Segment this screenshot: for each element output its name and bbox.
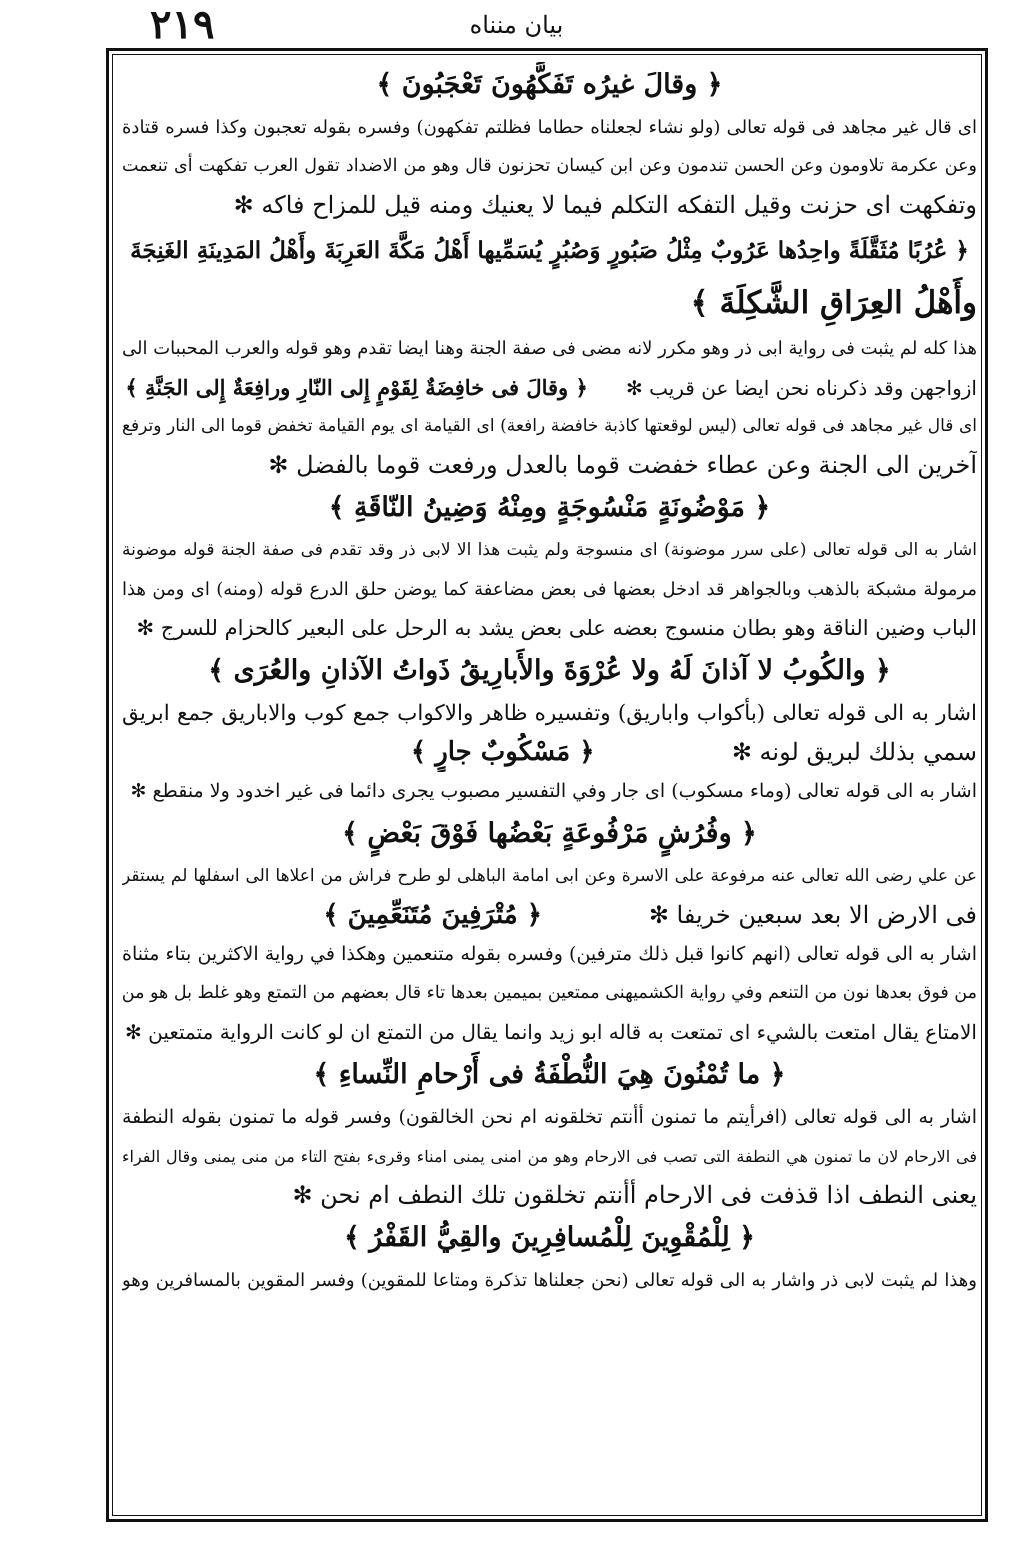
inline-section-heading: ﴿ مَسْكُوبٌ جارٍ ﴾ [410,737,595,767]
section-heading: ﴿ وقالَ غيرُه تَفَكَّهُونَ تَعْجَبُونَ ﴾ [376,69,723,100]
inline-section-heading: ﴿ وقالَ فى خافِضَةٌ لِقَوْمٍ إِلى النّارِ ورافِعَةٌ إِلى الجَنَّةِ ﴾ [125,375,588,400]
text-line: فى الارض الا بعد سبعين خريفا ✻ [648,901,977,929]
text-line: وهذا لم يثبت لابى ذر واشار به الى قوله تعالى (نحن جعلناها تذكرة ومتاعا للمقوين) وفسر المقوين بالمسافرين وهو [122,1270,977,1291]
text-line-with-heading [122,368,977,407]
section-heading: ﴿ وفُرُشٍ مَرْفُوعَةٍ بَعْضُها فَوْقَ بَعْضٍ ﴾ [342,818,757,849]
section-heading: ﴿ لِلْمُقْوِينَ لِلْمُسافِرِينَ والقِيُّ القَفْرُ ﴾ [344,1222,755,1253]
section-heading: ﴿ والكُوبُ لا آذانَ لَهُ ولا عُرْوَةَ والأَبارِيقُ ذَواتُ الآذانِ والعُرَى ﴾ [208,655,891,686]
section-heading: ﴿ مَوْضُونَةٍ مَنْسُوجَةٍ ومِنْهُ وَضِينُ النّاقَةِ ﴾ [328,492,771,523]
text-line: اشار به الى قوله تعالى (انهم كانوا قبل ذلك مترفين) وفسره بقوله متنعمين وهكذا في رواية الاكثرين بتاء مثناة [122,943,977,965]
section-heading-continued: وأَهْلُ العِرَاقِ الشَّكِلَةَ ﴾ [690,285,977,321]
text-line: اى قال غیر مجاھد فی قوله تعالى (ليس لوقعتها كاذبة خافضة رافعة) اى القيامة اى يوم القيامة تخفض قوما الى النار وترفع [122,416,977,436]
text-line: الامتاع يقال امتعت بالشيء اى تمتعت به قاله ابو زيد وانما يقال من التمتع ان لو كانت الرواية متمتعين ✻ [124,1020,977,1044]
text-line: اى قال غیر مجاھد فی قوله تعالى (ولو نشاء لجعلناه حطاما فظلتم تفكهون) وفسره بقوله تعجبون وكذا فسره قتادة [122,117,977,138]
section-heading: ﴿ ما تُمْنُونَ هِيَ النُّطْفَةُ فى أَرْحامِ النِّساءِ ﴾ [313,1059,786,1090]
running-title: بیان منناه [469,11,564,39]
text-line: فى الارحام لان ما تمنون هي النطفة التى تصب فى الارحام وهو من امنى يمنى امناء وقرىء بفتح التاء من منى يمنى وقال الفراء [122,1147,977,1166]
text-line: اشار به الى قوله تعالى (على سرر موضونة) اى منسوجة ولم يثبت هذا الا لابى ذر وقد تقدم فى صفة الجنة قوله موضونة [122,540,977,560]
text-line: اشار به الى قوله تعالى (وماء مسكوب) اى جار وفي التفسير مصبوب يجرى دائما فى غير اخدود ولا منقطع ✻ [130,780,977,802]
inline-section-heading: ﴿ مُتْرَفِينَ مُتَنَعِّمِينَ ﴾ [323,900,542,930]
text-body [122,62,977,1517]
text-line: عن علي رضى الله تعالى عنه مرفوعة على الاسرة وعن ابى امامة الباهلى لو طرح فراش من اعلاها الى اسفلها لم يستقر [122,866,977,886]
text-line: مرمولة مشبكة بالذهب وبالجواهر قد ادخل بعضها فى بعض مضاعفة كما يوضن حلق الدرع قوله (ومنه) اى ومن هذا [122,579,977,600]
text-line: من فوق بعدها نون من التنعم وفي رواية الكشميهنى ممتعين بميمين بعدها تاء قال بعضهم من التمتع وهو غلط بل هو من [122,983,977,1003]
text-line: هذا كله لم يثبت فى رواية ابى ذر وهو مكرر لانه مضى فى صفة الجنة وهنا ايضا تقدم وهو قوله والعرب المحببات الى [122,338,977,359]
text-line: اشار به الى قوله تعالى (افرأيتم ما تمنون أأنتم تخلقونه ام نحن الخالقون) وفسر قوله ما تمنون بقوله النطفة [122,1106,977,1128]
text-line: اشار به الى قوله تعالى (بأكواب واباريق) وتفسيره ظاهر والاكواب جمع كوب والاباريق جمع ابريق [122,701,977,726]
text-line: آخرين الى الجنة وعن عطاء خفضت قوما بالعدل ورفعت قوما بالفضل ✻ [268,451,977,479]
page-number: ۲۱۹ [150,1,215,48]
text-line: وتفكهت اى حزنت وقيل التفكه التكلم فيما لا يعنيك ومنه قيل للمزاح فاكه ✻ [233,191,977,219]
text-line: ازواجهن وقد ذكرناه نحن ايضا عن قريب ✻ [625,376,977,400]
text-line: وعن عكرمة تلاومون وعن الحسن تندمون وعن ابن كيسان تحزنون قال وهو من الاضداد تقول العرب تفكهت أى تنعمت [122,156,977,176]
text-line-with-heading [122,733,977,772]
text-line-with-heading [122,896,977,935]
text-line: الباب وضين الناقة وهو بطان منسوج بعضه على بعض يشد به الرحل على البعير كالحزام للسرج ✻ [136,616,977,640]
text-line: سمي بذلك لبريق لونه ✻ [731,738,977,766]
section-heading: ﴿ عُرُبًا مُثَقَّلَةً واحِدُها عَرُوبٌ مِثْلُ صَبُورٍ وَصُبُرٍ يُسَمِّيها أَهْلُ مَكَّةَ العَرِبَةَ وأَهْلُ المَدِينَةِ الغَنِجَةَ [130,237,969,264]
text-line: يعنى النطف اذا قذفت فى الارحام أأنتم تخلقون تلك النطف ام نحن ✻ [292,1181,977,1209]
